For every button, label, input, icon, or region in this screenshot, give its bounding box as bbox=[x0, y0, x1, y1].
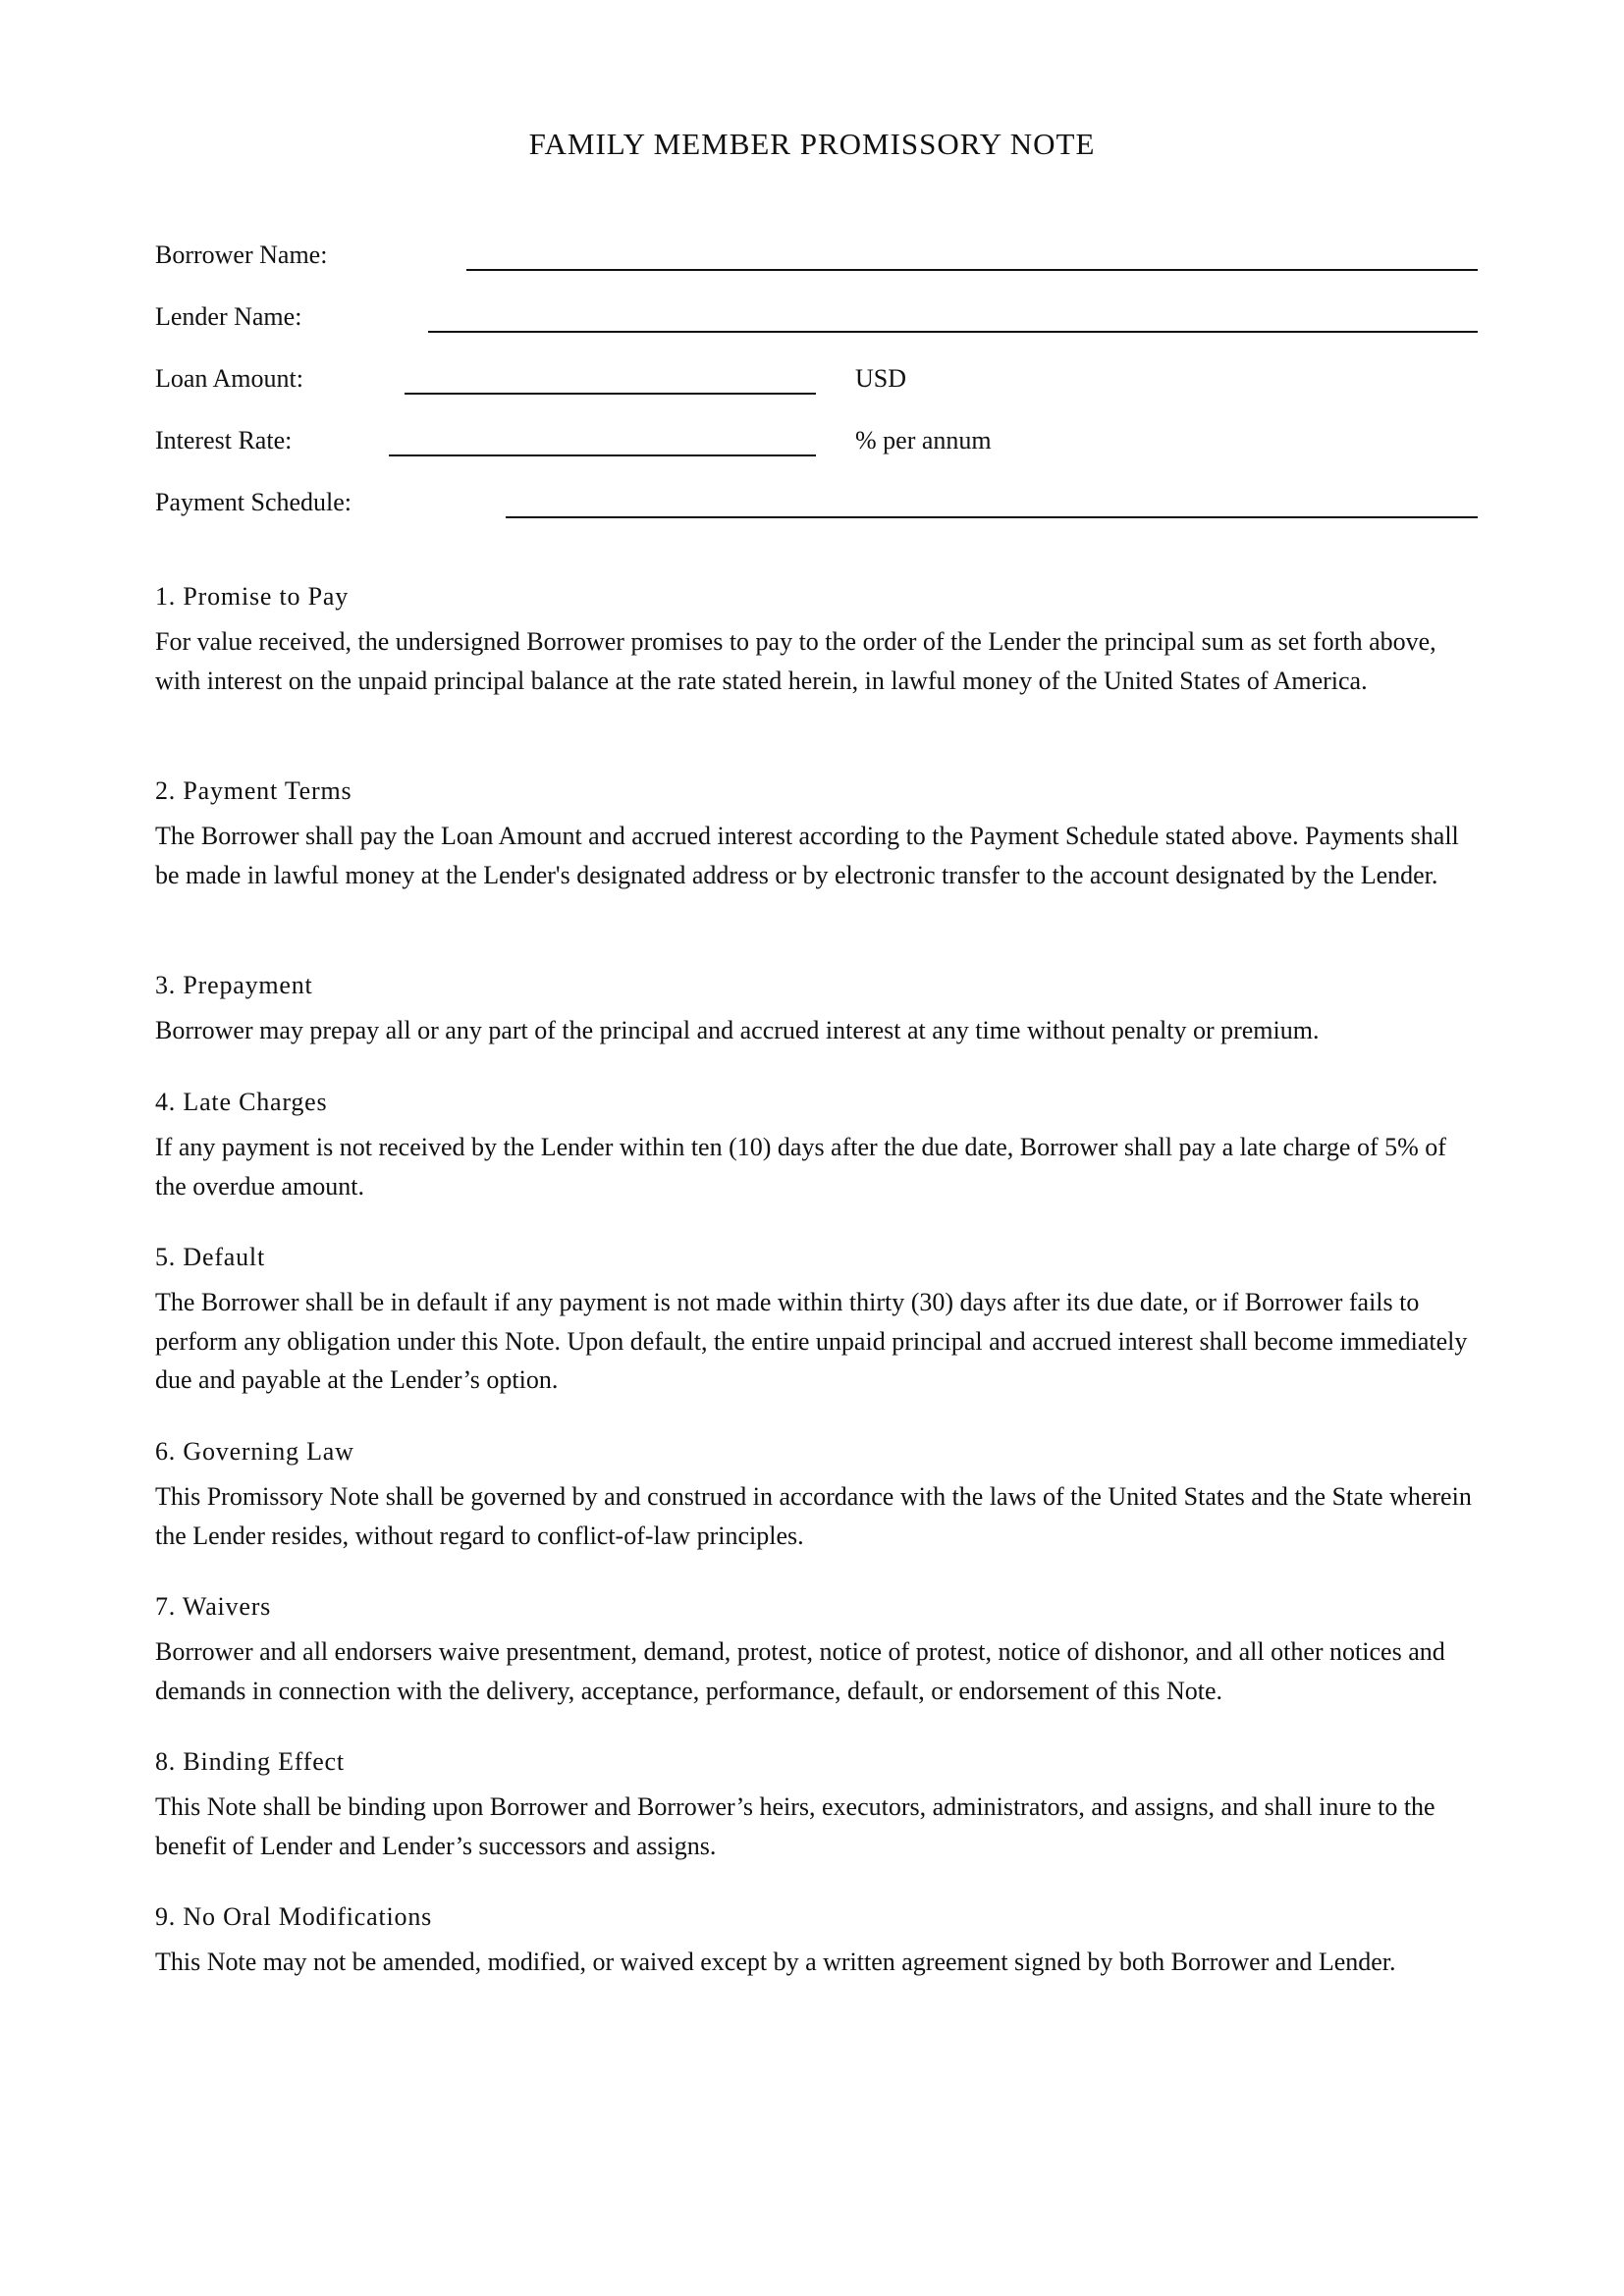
payment-schedule-label: Payment Schedule: bbox=[155, 488, 352, 516]
section-body: The Borrower shall be in default if any payment is not made within thirty (30) days after its due date, or if Borrower fails to perform any obligation under this Note. Upon default, the entire unpaid principal and accrued interest shall become immediately due and payable at the Lender’s option. bbox=[155, 1288, 1468, 1394]
loan-amount-row bbox=[155, 359, 1481, 399]
loan-amount-currency: USD bbox=[855, 364, 907, 393]
section-binding-effect bbox=[155, 1746, 1481, 1865]
section-heading: 3. Prepayment bbox=[155, 971, 313, 999]
section-body: For value received, the undersigned Borrower promises to pay to the order of the Lender the principal sum as set forth above, with interest on the unpaid principal balance at the rate stated herein, in lawful money of the United States of America. bbox=[155, 627, 1436, 695]
section-body: This Promissory Note shall be governed by and construed in accordance with the laws of the United States and the State wherein the Lender resides, without regard to conflict-of-law principles. bbox=[155, 1482, 1472, 1550]
interest-rate-row bbox=[155, 421, 1481, 460]
payment-schedule-row bbox=[155, 483, 1481, 522]
borrower-name-label: Borrower Name: bbox=[155, 240, 328, 269]
section-body: The Borrower shall pay the Loan Amount and accrued interest according to the Payment Schedule stated above. Payments shall be made in lawful money at the Lender's designated address or by electronic transfer to the account designated by the Lender. bbox=[155, 822, 1459, 889]
lender-name-label: Lender Name: bbox=[155, 302, 302, 331]
loan-amount-label: Loan Amount: bbox=[155, 364, 303, 393]
section-body: Borrower and all endorsers waive presentment, demand, protest, notice of protest, notice of dishonor, and all other notices and demands in connection with the delivery, acceptance, performance, default, or endorsement of this Note. bbox=[155, 1637, 1445, 1705]
lender-name-row bbox=[155, 297, 1481, 337]
section-heading: 6. Governing Law bbox=[155, 1437, 354, 1466]
section-default bbox=[155, 1242, 1481, 1400]
loan-amount-field[interactable] bbox=[405, 393, 816, 395]
interest-rate-field[interactable] bbox=[389, 454, 816, 456]
section-heading: 4. Late Charges bbox=[155, 1088, 328, 1116]
borrower-name-field[interactable] bbox=[466, 269, 1478, 271]
section-no-oral-modifications bbox=[155, 1901, 1481, 1982]
section-body: If any payment is not received by the Lender within ten (10) days after the due date, Borrower shall pay a late charge of 5% of the overdue amount. bbox=[155, 1133, 1446, 1201]
borrower-name-row bbox=[155, 236, 1481, 275]
section-body: Borrower may prepay all or any part of the principal and accrued interest at any time without penalty or premium. bbox=[155, 1016, 1320, 1044]
section-heading: 7. Waivers bbox=[155, 1592, 272, 1621]
section-payment-terms bbox=[155, 775, 1481, 894]
section-heading: 8. Binding Effect bbox=[155, 1747, 345, 1776]
section-heading: 1. Promise to Pay bbox=[155, 582, 350, 611]
section-heading: 9. No Oral Modifications bbox=[155, 1902, 433, 1931]
section-promise-to-pay bbox=[155, 581, 1481, 700]
section-late-charges bbox=[155, 1087, 1481, 1205]
interest-rate-unit: % per annum bbox=[855, 426, 992, 454]
page-title: FAMILY MEMBER PROMISSORY NOTE bbox=[528, 127, 1096, 161]
section-body: This Note shall be binding upon Borrower and Borrower’s heirs, executors, administrators, and assigns, and shall inure to the benefit of Lender and Lender’s successors and assigns. bbox=[155, 1792, 1435, 1860]
section-heading: 5. Default bbox=[155, 1243, 265, 1271]
section-waivers bbox=[155, 1591, 1481, 1710]
payment-schedule-field[interactable] bbox=[506, 516, 1478, 518]
section-body: This Note may not be amended, modified, or waived except by a written agreement signed by both Borrower and Lender. bbox=[155, 1948, 1396, 1976]
section-governing-law bbox=[155, 1436, 1481, 1555]
section-prepayment bbox=[155, 970, 1481, 1050]
interest-rate-label: Interest Rate: bbox=[155, 426, 293, 454]
section-heading: 2. Payment Terms bbox=[155, 776, 352, 805]
lender-name-field[interactable] bbox=[428, 331, 1478, 333]
